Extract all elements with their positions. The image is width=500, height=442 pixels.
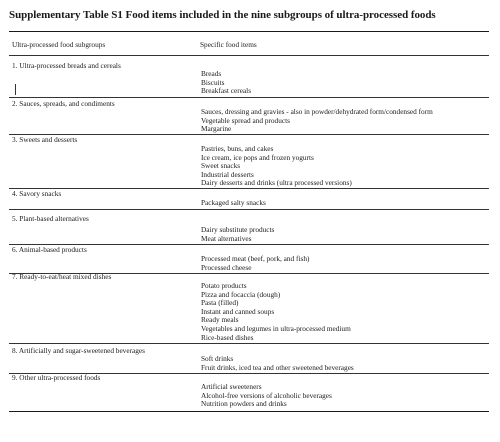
header-specific-items: Specific food items	[200, 40, 257, 49]
subgroup-label: 8. Artificially and sugar-sweetened beverages	[12, 346, 145, 355]
food-item-list	[201, 255, 309, 272]
subgroup-label: 3. Sweets and desserts	[12, 135, 78, 144]
food-item: Soft drinks	[201, 354, 234, 363]
top-rule	[9, 31, 489, 32]
food-item: Sauces, dressing and gravies - also in powder/dehydrated form/condensed form	[201, 107, 433, 116]
food-item: Ready meals	[201, 315, 239, 325]
food-item: Margarine	[201, 124, 232, 134]
food-item: Vegetables and legumes in ultra-processed medium	[201, 323, 351, 333]
food-item: Nutrition powders and drinks	[201, 399, 287, 409]
food-item: Pasta (filled)	[201, 298, 239, 308]
food-item-list	[201, 199, 266, 208]
food-item-list	[201, 282, 351, 342]
food-item: Ice cream, ice pops and frozen yogurts	[201, 152, 314, 162]
food-item-list	[201, 108, 433, 134]
food-item-list	[201, 355, 354, 372]
header-rule	[9, 55, 489, 56]
subgroup-label: 7. Ready-to-eat/heat mixed dishes	[12, 272, 112, 281]
text-cursor	[15, 84, 16, 95]
food-item: Industrial desserts	[201, 169, 254, 179]
food-item: Rice-based dishes	[201, 332, 254, 342]
food-item: Dairy substitute products	[201, 225, 275, 234]
food-item-list	[201, 383, 332, 409]
food-item: Breads	[201, 69, 222, 78]
group-divider	[9, 134, 489, 135]
food-item: Biscuits	[201, 77, 225, 87]
group-divider	[9, 209, 489, 210]
table-title: Supplementary Table S1 Food items included in the nine subgroups of ultra-processed foods	[9, 9, 436, 21]
food-item: Fruit drinks, iced tea and other sweetened beverages	[201, 362, 354, 372]
food-item: Processed meat (beef, pork, and fish)	[201, 254, 310, 263]
subgroup-label: 4. Savory snacks	[12, 189, 62, 198]
subgroup-label: 6. Animal-based products	[12, 245, 87, 254]
food-item-list	[201, 70, 251, 96]
subgroup-label: 1. Ultra-processed breads and cereals	[12, 61, 121, 70]
food-item: Potato products	[201, 281, 247, 290]
food-item: Processed cheese	[201, 262, 252, 272]
food-item: Instant and canned soups	[201, 306, 275, 316]
food-item: Packaged salty snacks	[201, 198, 266, 207]
header-subgroups: Ultra-processed food subgroups	[12, 40, 106, 49]
subgroup-label: 5. Plant-based alternatives	[12, 214, 89, 223]
food-item: Sweet snacks	[201, 161, 241, 171]
subgroup-label: 2. Sauces, spreads, and condiments	[12, 99, 115, 108]
group-divider	[9, 188, 489, 189]
food-item-list	[201, 145, 352, 188]
food-item: Pastries, buns, and cakes	[201, 144, 274, 153]
food-item: Pizza and focaccia (dough)	[201, 289, 281, 299]
food-item: Dairy desserts and drinks (ultra processed versions)	[201, 178, 352, 188]
group-divider	[9, 97, 489, 98]
food-item: Meat alternatives	[201, 233, 252, 243]
food-item: Breakfast cereals	[201, 86, 252, 96]
bottom-rule	[9, 411, 489, 412]
food-item-list	[201, 226, 274, 243]
food-item: Alcohol-free versions of alcoholic beverages	[201, 390, 332, 400]
subgroup-label: 9. Other ultra-processed foods	[12, 373, 101, 382]
food-item: Vegetable spread and products	[201, 115, 290, 125]
group-divider	[9, 343, 489, 344]
food-item: Artificial sweeteners	[201, 382, 262, 391]
